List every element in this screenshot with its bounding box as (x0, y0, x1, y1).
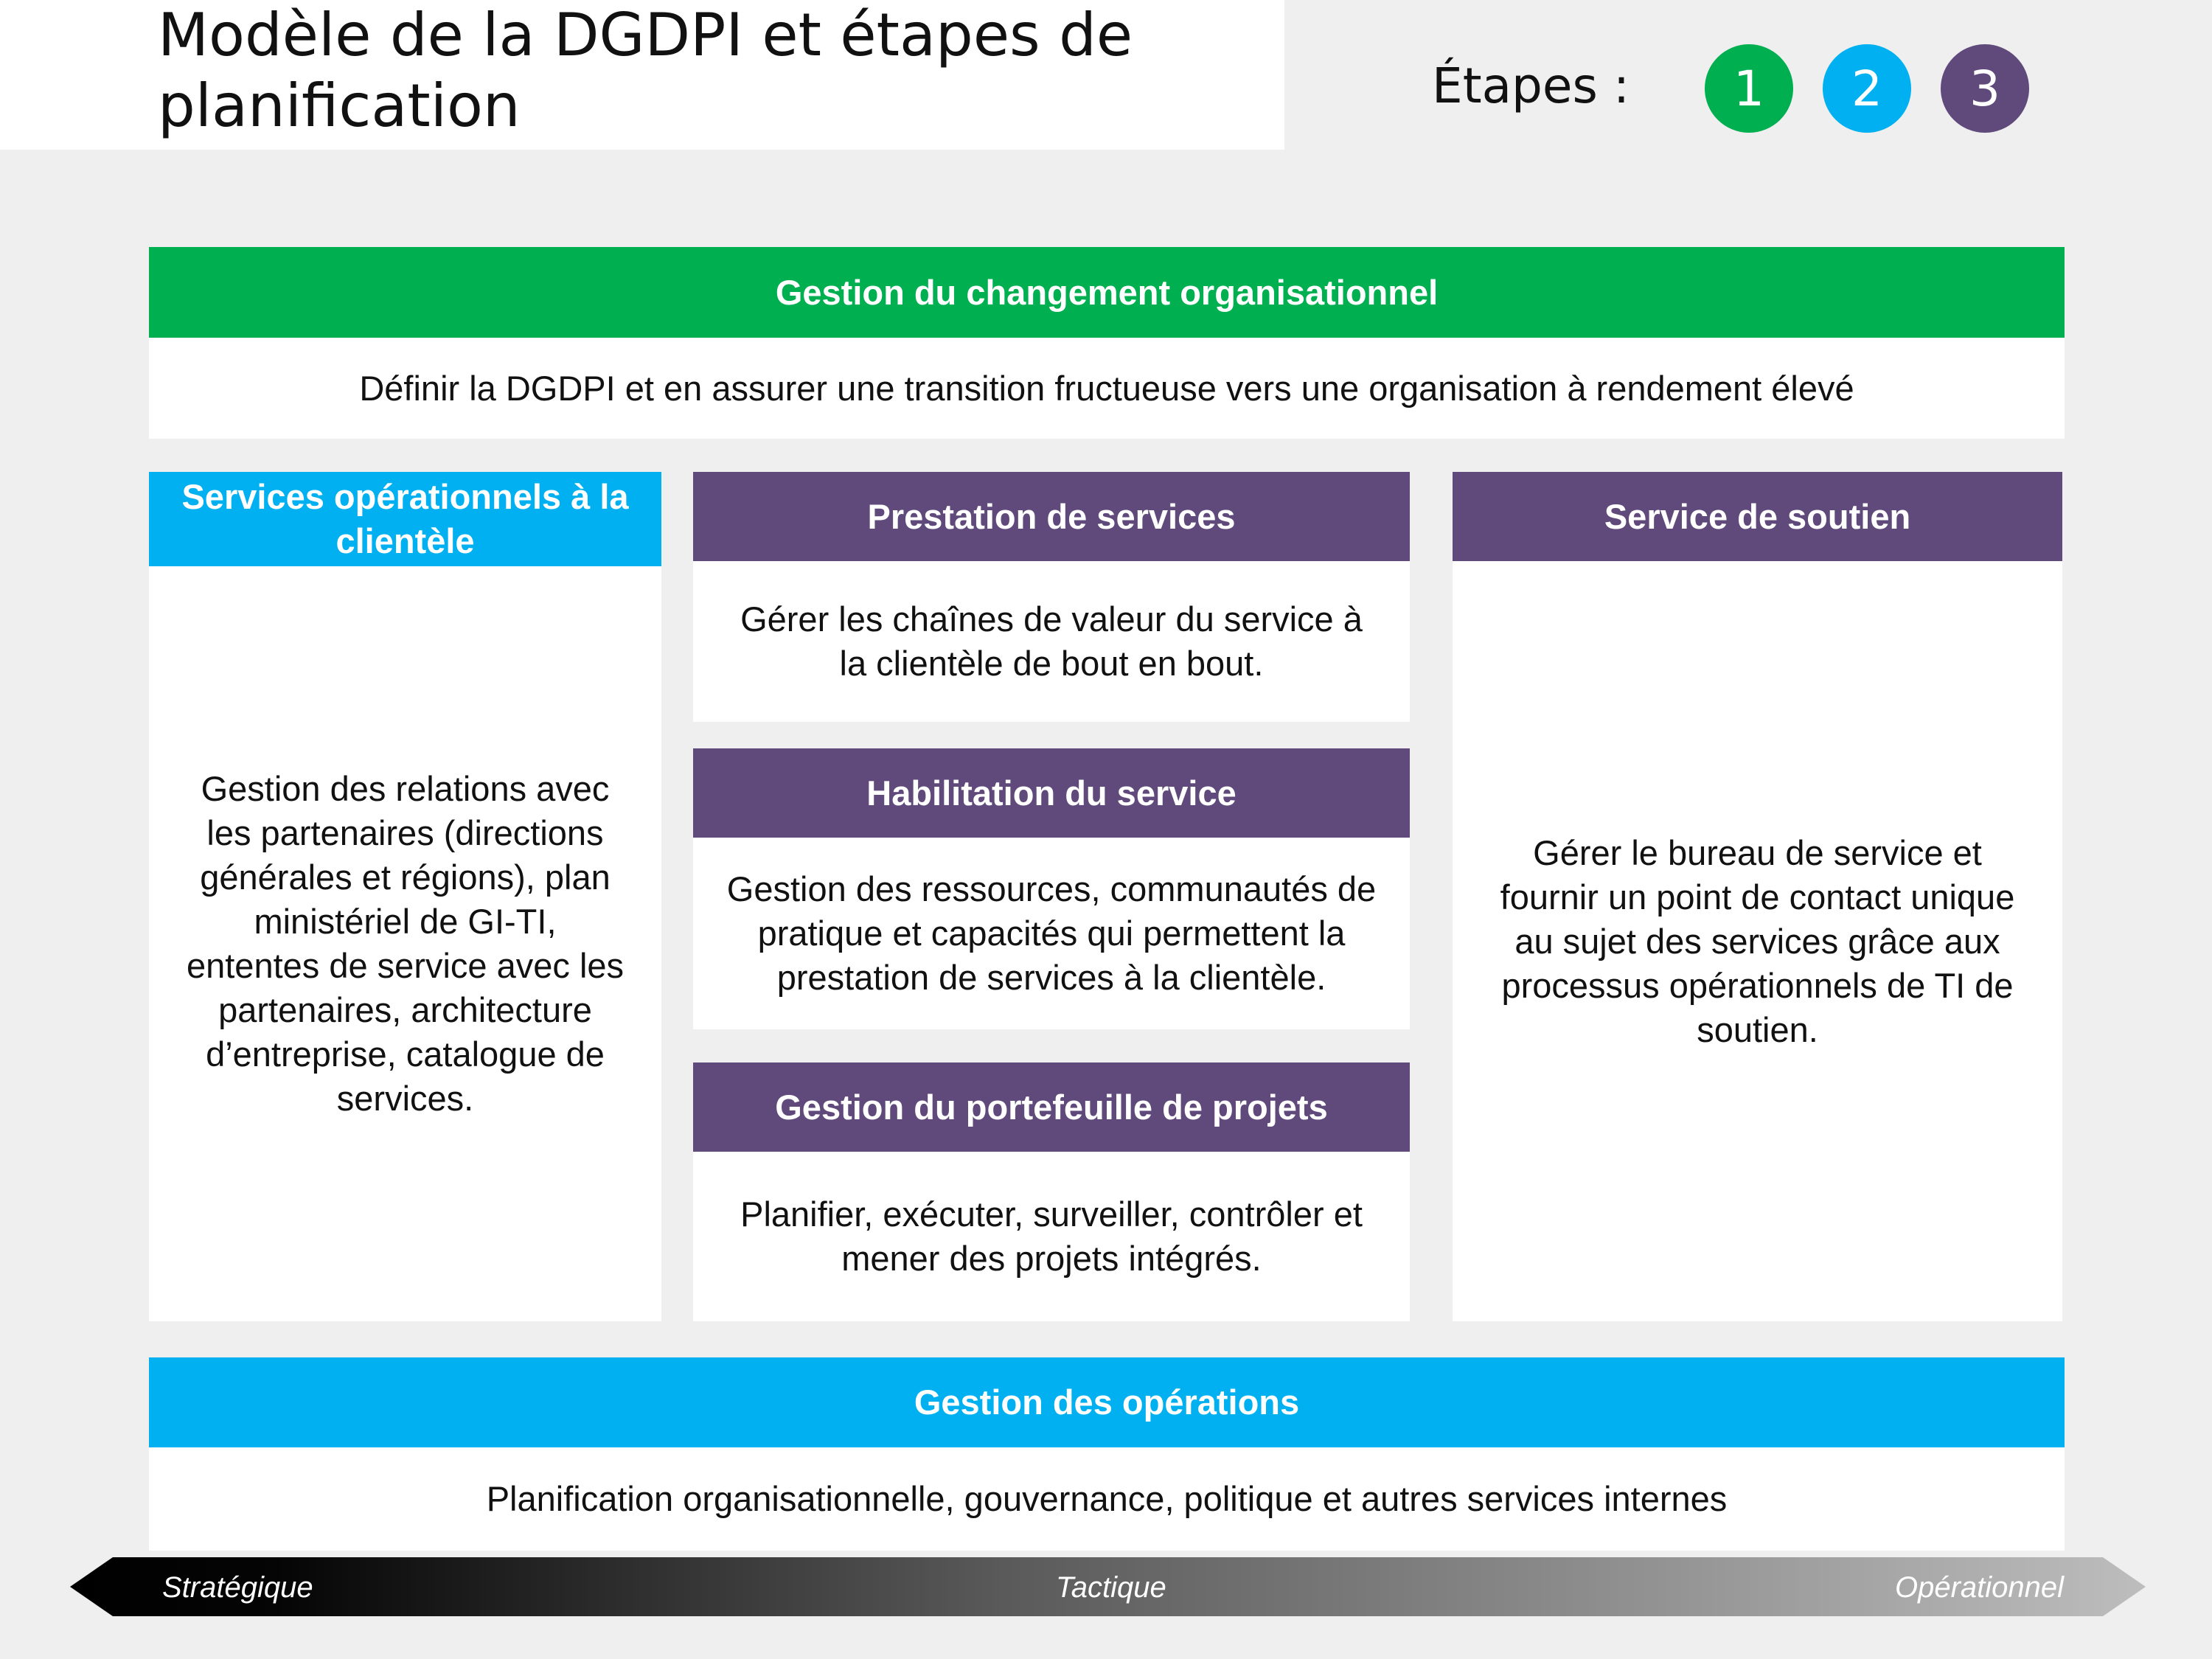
spectrum-operational-label: Opérationnel (1895, 1571, 2065, 1604)
service-delivery-body: Gérer les chaînes de valeur du service à la clientèle de bout en bout. (693, 561, 1410, 722)
step-1-badge: 1 (1705, 44, 1793, 133)
portfolio-header: Gestion du portefeuille de projets (693, 1062, 1410, 1152)
service-enablement-body: Gestion des ressources, communautés de pratique et capacités qui permettent la prestation de services à la clientèle. (693, 838, 1410, 1029)
steps-label: Étapes : (1432, 58, 1630, 114)
operations-header: Gestion des opérations (149, 1357, 2065, 1447)
support-body: Gérer le bureau de service et fournir un point de contact unique au sujet des services grâce aux processus opérationnels de TI de soutien. (1453, 561, 2062, 1321)
change-mgmt-body: Définir la DGDPI et en assurer une transition fructueuse vers une organisation à rendement élevé (149, 338, 2065, 439)
client-services-body: Gestion des relations avec les partenaires (directions générales et régions), plan ministériel de GI-TI, ententes de service avec les partenaires, architecture d’entreprise, catalogue de services. (149, 566, 661, 1321)
client-services-header: Services opérationnels à la clientèle (149, 472, 661, 566)
step-2-badge: 2 (1823, 44, 1911, 133)
operations-body: Planification organisationnelle, gouvernance, politique et autres services internes (149, 1447, 2065, 1551)
support-header: Service de soutien (1453, 472, 2062, 561)
title-box (0, 0, 1284, 150)
portfolio-body: Planifier, exécuter, surveiller, contrôler et mener des projets intégrés. (693, 1152, 1410, 1321)
spectrum-strategic-label: Stratégique (162, 1571, 313, 1604)
page-title: Modèle de la DGDPI et étapes de planification (158, 1, 1133, 140)
service-delivery-header: Prestation de services (693, 472, 1410, 561)
spectrum-tactical-label: Tactique (1056, 1571, 1166, 1604)
change-mgmt-header: Gestion du changement organisationnel (149, 247, 2065, 338)
service-enablement-header: Habilitation du service (693, 748, 1410, 838)
step-3-badge: 3 (1941, 44, 2029, 133)
